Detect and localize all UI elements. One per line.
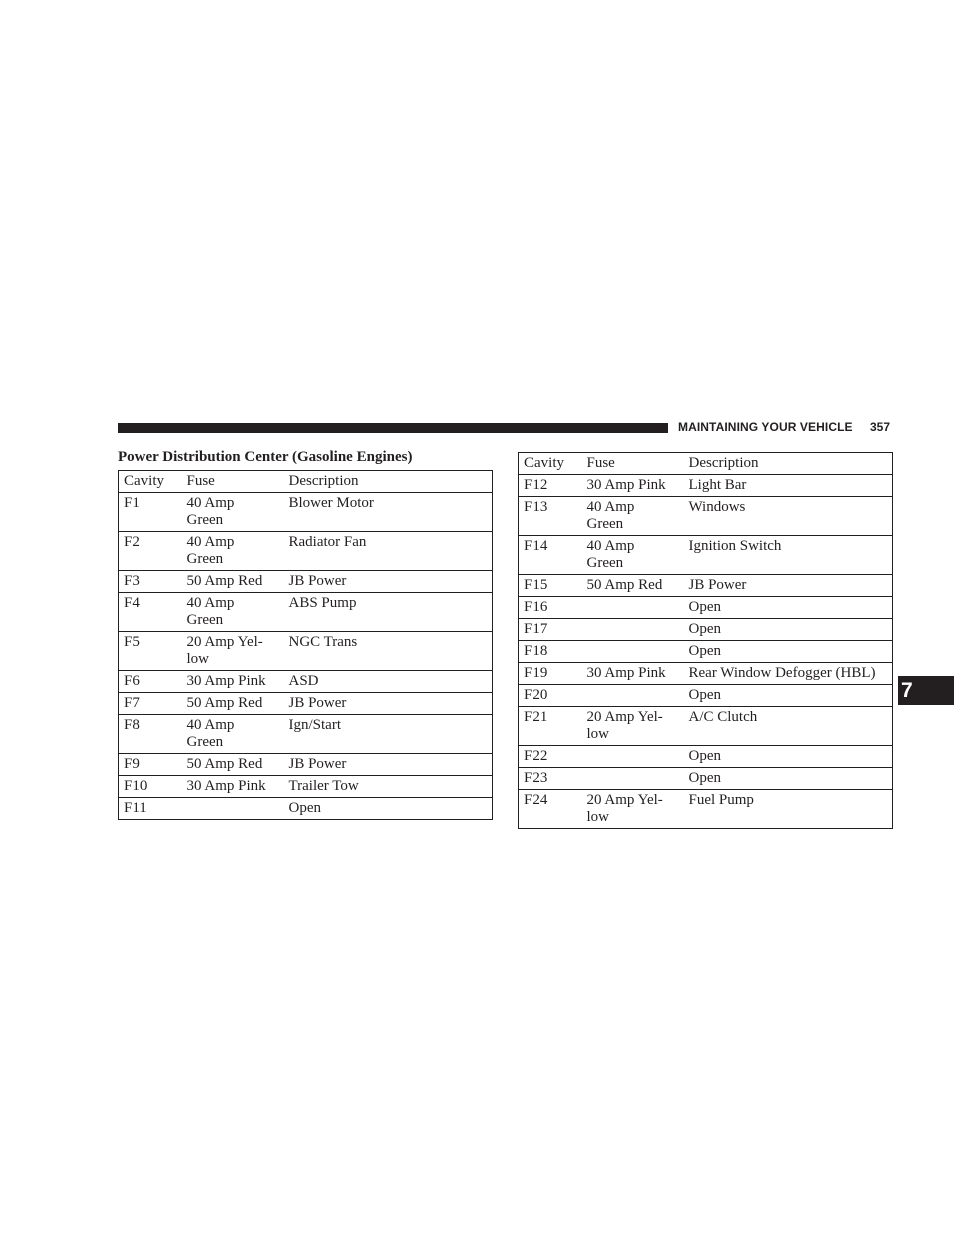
table-row bbox=[119, 632, 493, 671]
cavity-cell: F17 bbox=[519, 619, 582, 641]
cavity-cell: F23 bbox=[519, 768, 582, 790]
fuse-cell bbox=[582, 619, 684, 641]
table-row bbox=[119, 754, 493, 776]
fuse-cell: 40 Amp Green bbox=[582, 497, 684, 536]
table-row bbox=[119, 693, 493, 715]
fuse-cell bbox=[582, 597, 684, 619]
fuse-cell: 20 Amp Yel- low bbox=[582, 707, 684, 746]
fuse-cell: 50 Amp Red bbox=[582, 575, 684, 597]
column-header-fuse: Fuse bbox=[182, 471, 284, 493]
cavity-cell: F9 bbox=[119, 754, 182, 776]
cavity-cell: F15 bbox=[519, 575, 582, 597]
description-cell: Trailer Tow bbox=[284, 776, 493, 798]
fuse-table-body bbox=[519, 453, 893, 829]
table-row bbox=[119, 715, 493, 754]
cavity-cell: F3 bbox=[119, 571, 182, 593]
fuse-cell: 40 Amp Green bbox=[182, 532, 284, 571]
cavity-cell: F14 bbox=[519, 536, 582, 575]
description-cell: Ign/Start bbox=[284, 715, 493, 754]
description-cell: Blower Motor bbox=[284, 493, 493, 532]
table-row bbox=[119, 593, 493, 632]
description-cell: NGC Trans bbox=[284, 632, 493, 671]
description-cell: Open bbox=[684, 685, 893, 707]
cavity-cell: F18 bbox=[519, 641, 582, 663]
description-cell: JB Power bbox=[284, 754, 493, 776]
cavity-cell: F5 bbox=[119, 632, 182, 671]
fuse-cell bbox=[582, 746, 684, 768]
description-cell: Open bbox=[684, 746, 893, 768]
fuse-cell: 30 Amp Pink bbox=[182, 776, 284, 798]
header-rule bbox=[118, 423, 668, 433]
cavity-cell: F22 bbox=[519, 746, 582, 768]
cavity-cell: F12 bbox=[519, 475, 582, 497]
description-cell: Windows bbox=[684, 497, 893, 536]
description-cell: ASD bbox=[284, 671, 493, 693]
table-header-row bbox=[519, 453, 893, 475]
table-row bbox=[519, 619, 893, 641]
table-header-row bbox=[119, 471, 493, 493]
column-header-description: Description bbox=[684, 453, 893, 475]
table-row bbox=[519, 768, 893, 790]
table-row bbox=[519, 707, 893, 746]
cavity-cell: F19 bbox=[519, 663, 582, 685]
fuse-cell: 50 Amp Red bbox=[182, 754, 284, 776]
table-row bbox=[119, 493, 493, 532]
description-cell: Radiator Fan bbox=[284, 532, 493, 571]
table-row bbox=[519, 497, 893, 536]
description-cell: Rear Window Defogger (HBL) bbox=[684, 663, 893, 685]
table-row bbox=[519, 790, 893, 829]
cavity-cell: F20 bbox=[519, 685, 582, 707]
fuse-cell bbox=[182, 798, 284, 820]
cavity-cell: F21 bbox=[519, 707, 582, 746]
description-cell: Open bbox=[684, 597, 893, 619]
cavity-cell: F16 bbox=[519, 597, 582, 619]
table-row bbox=[519, 536, 893, 575]
description-cell: Open bbox=[284, 798, 493, 820]
fuse-cell: 30 Amp Pink bbox=[582, 663, 684, 685]
table-row bbox=[119, 798, 493, 820]
fuse-cell: 50 Amp Red bbox=[182, 693, 284, 715]
description-cell: JB Power bbox=[284, 693, 493, 715]
fuse-cell: 50 Amp Red bbox=[182, 571, 284, 593]
cavity-cell: F24 bbox=[519, 790, 582, 829]
fuse-cell: 30 Amp Pink bbox=[582, 475, 684, 497]
description-cell: JB Power bbox=[284, 571, 493, 593]
running-header: MAINTAINING YOUR VEHICLE bbox=[678, 420, 853, 434]
description-cell: Open bbox=[684, 619, 893, 641]
column-header-description: Description bbox=[284, 471, 493, 493]
table-row bbox=[119, 532, 493, 571]
cavity-cell: F13 bbox=[519, 497, 582, 536]
cavity-cell: F7 bbox=[119, 693, 182, 715]
fuse-table-right bbox=[518, 452, 893, 829]
table-row bbox=[119, 671, 493, 693]
page-number: 357 bbox=[870, 420, 891, 434]
table-row bbox=[119, 571, 493, 593]
description-cell: Light Bar bbox=[684, 475, 893, 497]
description-cell: Fuel Pump bbox=[684, 790, 893, 829]
table-row bbox=[519, 475, 893, 497]
chapter-tab: 7 bbox=[898, 676, 954, 705]
fuse-table-left bbox=[118, 470, 493, 820]
description-cell: Open bbox=[684, 768, 893, 790]
column-header-cavity: Cavity bbox=[519, 453, 582, 475]
table-row bbox=[119, 776, 493, 798]
fuse-cell: 40 Amp Green bbox=[182, 715, 284, 754]
table-row bbox=[519, 685, 893, 707]
description-cell: ABS Pump bbox=[284, 593, 493, 632]
cavity-cell: F6 bbox=[119, 671, 182, 693]
table-row bbox=[519, 597, 893, 619]
table-row bbox=[519, 641, 893, 663]
fuse-table-body bbox=[119, 471, 493, 820]
description-cell: A/C Clutch bbox=[684, 707, 893, 746]
fuse-cell: 40 Amp Green bbox=[182, 593, 284, 632]
description-cell: Open bbox=[684, 641, 893, 663]
table-row bbox=[519, 746, 893, 768]
description-cell: Ignition Switch bbox=[684, 536, 893, 575]
fuse-cell: 40 Amp Green bbox=[182, 493, 284, 532]
cavity-cell: F1 bbox=[119, 493, 182, 532]
section-title: Power Distribution Center (Gasoline Engines) bbox=[118, 449, 413, 465]
fuse-cell bbox=[582, 768, 684, 790]
cavity-cell: F2 bbox=[119, 532, 182, 571]
cavity-cell: F10 bbox=[119, 776, 182, 798]
column-header-cavity: Cavity bbox=[119, 471, 182, 493]
fuse-cell: 20 Amp Yel- low bbox=[582, 790, 684, 829]
fuse-cell bbox=[582, 641, 684, 663]
fuse-cell: 20 Amp Yel- low bbox=[182, 632, 284, 671]
fuse-cell: 40 Amp Green bbox=[582, 536, 684, 575]
table-row bbox=[519, 575, 893, 597]
cavity-cell: F8 bbox=[119, 715, 182, 754]
cavity-cell: F4 bbox=[119, 593, 182, 632]
column-header-fuse: Fuse bbox=[582, 453, 684, 475]
fuse-cell bbox=[582, 685, 684, 707]
description-cell: JB Power bbox=[684, 575, 893, 597]
cavity-cell: F11 bbox=[119, 798, 182, 820]
table-row bbox=[519, 663, 893, 685]
fuse-cell: 30 Amp Pink bbox=[182, 671, 284, 693]
